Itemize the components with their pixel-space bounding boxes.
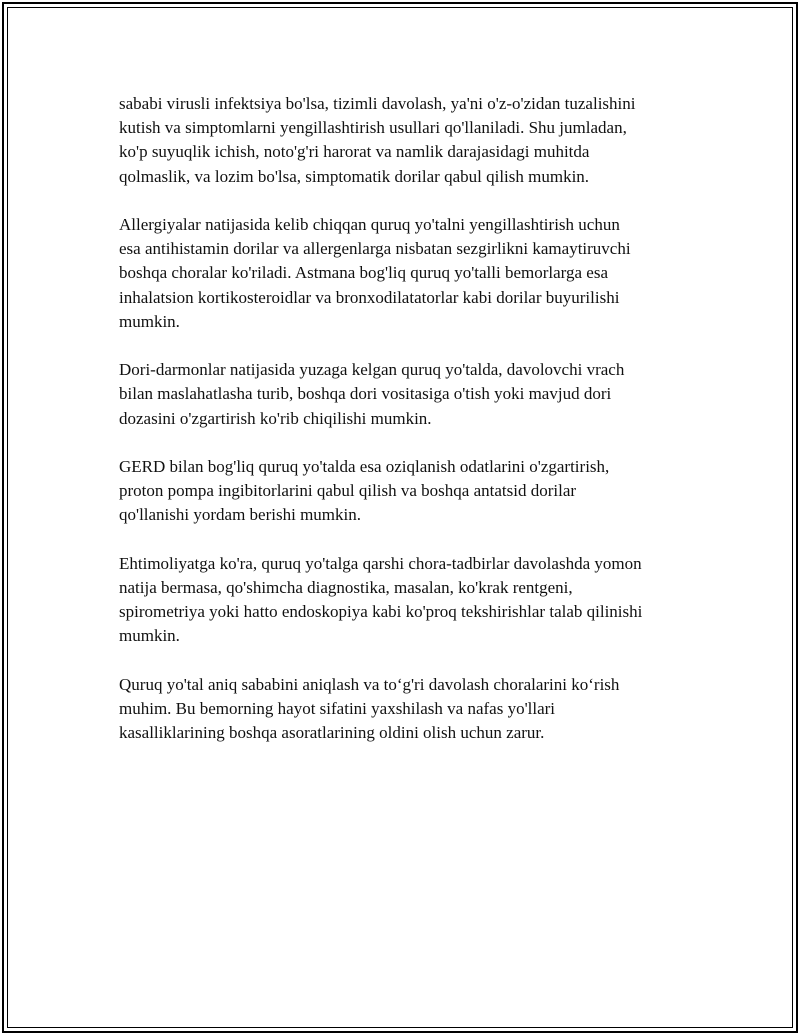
paragraph-1: sababi virusli infektsiya bo'lsa, tizimli davolash, ya'ni o'z-o'zidan tuzalishini kutish va simptomlarni yengillashtirish usullari qo'llaniladi. Shu jumladan, ko'p suyuqlik ichish, noto'g'ri harorat va namlik darajasidagi muhitda qolmaslik, va lozim bo'lsa, simptomatik dorilar qabul qilish mumkin. — [119, 94, 636, 186]
paragraph-5: Ehtimoliyatga ko'ra, quruq yo'talga qarshi chora-tadbirlar davolashda yomon natija bermasa, qo'shimcha diagnostika, masalan, ko'krak rentgeni, spirometriya yoki hatto endoskopiya kabi ko'proq tekshirishlar talab qilinishi mumkin. — [119, 553, 643, 646]
paragraph-3: Dori-darmonlar natijasida yuzaga kelgan quruq yo'talda, davolovchi vrach bilan maslahatlasha turib, boshqa dori vositasiga o'tish yoki mavjud dori dozasini o'zgartirish ko'rib chiqilishi mumkin. — [119, 360, 625, 428]
paragraph-4: GERD bilan bog'liq quruq yo'talda esa oziqlanish odatlarini o'zgartirish, proton pompa ingibitorlarini qabul qilish va boshqa antatsid dorilar qo'llanishi yordam berishi mumkin. — [119, 457, 610, 525]
paragraph-2: Allergiyalar natijasida kelib chiqqan quruq yo'talni yengillashtirish uchun esa antihistamin dorilar va allergenlarga nisbatan sezgirlikni kamaytiruvchi boshqa choralar ko'riladi. Astmana bog'liq quruq yo'talli bemorlarga esa inhalatsion kortikosteroidlar va bronxodilatatorlar kabi dorilar buyurilishi mumkin. — [119, 215, 631, 331]
paragraph-6: Quruq yo'tal aniq sababini aniqlash va to‘g'ri davolash choralarini ko‘rish muhim. Bu bemorning hayot sifatini yaxshilash va nafas yo'llari kasalliklarining boshqa asoratlarining oldini olish uchun zarur. — [119, 674, 620, 743]
document-body — [119, 92, 699, 770]
